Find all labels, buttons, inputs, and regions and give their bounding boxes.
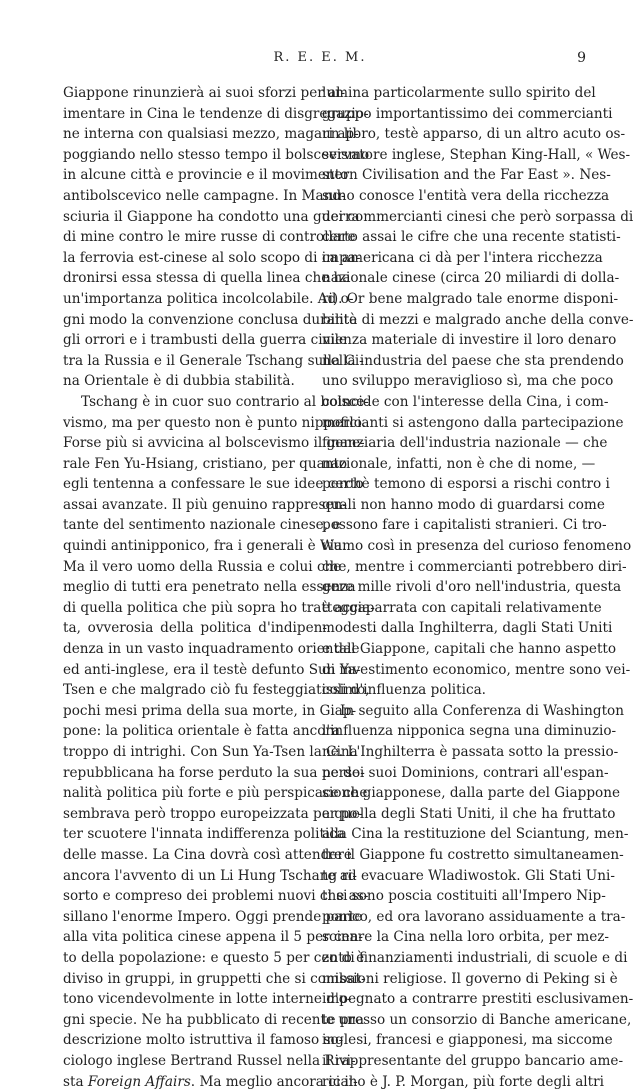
- text-line: scinare la Cina nella loro orbita, per mez-: [322, 927, 586, 948]
- text-line: dei commercianti cinesi che però sorpassa di: [322, 207, 586, 228]
- journal-title: Foreign Affairs: [88, 1074, 191, 1090]
- text-fragment: sta: [63, 1074, 88, 1090]
- text-line: te ad evacuare Wladiwostok. Gli Stati Uni-: [322, 866, 586, 887]
- text-line: uno sviluppo meraviglioso sì, ma che poco: [322, 371, 586, 392]
- text-line: l'influenza nipponica segna una diminuzio-: [322, 721, 586, 742]
- text-line: assai avanzate. Il più genuino rappresen-: [63, 495, 327, 516]
- text-line: ter scuotere l'innata indifferenza politica: [63, 824, 327, 845]
- text-line: diviso in gruppi, in gruppetti che si combat-: [63, 969, 327, 990]
- text-line: impegnato a contrarre prestiti esclusivamen-: [322, 989, 586, 1010]
- text-line: imentare in Cina le tendenze di disgregazio-: [63, 104, 327, 125]
- text-line: Ma il vero uomo della Russia e colui che: [63, 557, 327, 578]
- text-line: Forse più si avvicina al bolscevismo il gene-: [63, 433, 327, 454]
- text-line: viamo così in presenza del curioso fenomeno: [322, 536, 586, 557]
- text-line: a quella degli Stati Uniti, il che ha fruttato: [322, 804, 586, 825]
- page-header: [60, 50, 580, 70]
- text-line: e dal Giappone, capitali che hanno aspetto: [322, 639, 586, 660]
- text-line: in alcune città e provincie e il movimento: [63, 165, 327, 186]
- right-text-column: [322, 83, 586, 1092]
- text-line: gruppo importantissimo dei commercianti: [322, 104, 586, 125]
- text-line: pone: la politica orientale è fatta ancora: [63, 721, 327, 742]
- text-line: un libro, testè apparso, di un altro acuto os-: [322, 124, 586, 145]
- text-line: te presso un consorzio di Banche americane,: [322, 1010, 586, 1031]
- text-line: tante del sentimento nazionale cinese, e: [63, 515, 327, 536]
- text-line: bilità di mezzi e malgrado anche della conve-: [322, 310, 586, 331]
- text-line: na Orientale è di dubbia stabilità.: [63, 371, 327, 392]
- left-text-column: [63, 83, 327, 1092]
- text-line: ancora l'avvento di un Li Hung Tschang ri-: [63, 866, 327, 887]
- text-line: il rappresentante del gruppo bancario ame-: [322, 1051, 586, 1072]
- text-line: quindi antinipponico, fra i generali è Wu.: [63, 536, 327, 557]
- text-line: stern Civilisation and the Far East ». Nes-: [322, 165, 586, 186]
- text-line: modesti dalla Inghilterra, dagli Stati Uniti: [322, 618, 586, 639]
- text-line: descrizione molto istruttiva il famoso so-: [63, 1030, 327, 1051]
- text-line: ne dei suoi Dominions, contrari all'espan-: [322, 763, 586, 784]
- text-line: Tschang è in cuor suo contrario al bolsce-: [63, 392, 327, 413]
- text-line: ca americana ci dà per l'intera ricchezza: [322, 248, 586, 269]
- text-line: certo assai le cifre che una recente statisti-: [322, 227, 586, 248]
- text-line: nienza materiale di investire il loro denaro: [322, 330, 586, 351]
- text-line: pochi mesi prima della sua morte, in Giap-: [63, 701, 327, 722]
- text-line: possono fare i capitalisti stranieri. Ci tro-: [322, 515, 586, 536]
- text-line: ta, ovverosia della politica d'indipen-: [63, 618, 327, 639]
- text-line: zo di finanziamenti industriali, di scuole e di: [322, 948, 586, 969]
- text-line: inglesi, francesi e giapponesi, ma siccome: [322, 1030, 586, 1051]
- text-line: meglio di tutti era penetrato nella essenza: [63, 577, 327, 598]
- text-line: lumina particolarmente sullo spirito del: [322, 83, 586, 104]
- text-line: gere mille rivoli d'oro nell'industria, questa: [322, 577, 586, 598]
- text-line: la ferrovia est-cinese al solo scopo di impa-: [63, 248, 327, 269]
- text-line: Tsen e che malgrado ciò fu festeggiatissimo,: [63, 680, 327, 701]
- text-line: rale Fen Yu-Hsiang, cristiano, per quanto: [63, 454, 327, 475]
- text-line: di mine contro le mire russe di controllare: [63, 227, 327, 248]
- text-line: ponico, ed ora lavorano assiduamente a tra-: [322, 907, 586, 928]
- text-line: Giappone rinunzierà ai suoi sforzi per al-: [63, 83, 327, 104]
- text-line: nella industria del paese che sta prendendo: [322, 351, 586, 372]
- text-line: è accaparrata con capitali relativamente: [322, 598, 586, 619]
- text-line: coincide con l'interesse della Cina, i com-: [322, 392, 586, 413]
- text-line: [63, 1072, 327, 1092]
- text-line: delle masse. La Cina dovrà così attendere: [63, 845, 327, 866]
- text-line: egli tentenna a confessare le sue idee certo: [63, 474, 327, 495]
- text-line: poggiando nello stesso tempo il bolscevismo: [63, 145, 327, 166]
- text-line: ciologo inglese Bertrand Russel nella Rivi-: [63, 1051, 327, 1072]
- text-line: ed anti-inglese, era il testè defunto Sun Ya-: [63, 660, 327, 681]
- text-line: sciuria il Giappone ha condotto una guerra: [63, 207, 327, 228]
- text-line: sione giapponese, dalla parte del Giappone: [322, 783, 586, 804]
- text-line: alla vita politica cinese appena il 5 per cen-: [63, 927, 327, 948]
- text-line: nazionale, infatti, non è che di nome, —: [322, 454, 586, 475]
- text-line: coli d'influenza politica.: [322, 680, 586, 701]
- text-line: gni modo la convenzione conclusa durante: [63, 310, 327, 331]
- text-line: quali non hanno modo di guardarsi come: [322, 495, 586, 516]
- text-line: denza in un vasto inquadramento orientale: [63, 639, 327, 660]
- page-number: 9: [577, 50, 586, 66]
- text-line: sembrava però troppo europeizzata per po-: [63, 804, 327, 825]
- text-fragment: . Ma meglio ancora ci il-: [191, 1074, 358, 1090]
- text-line: dronirsi essa stessa di quella linea che ha: [63, 268, 327, 289]
- text-line: to della popolazione: e questo 5 per cento è: [63, 948, 327, 969]
- text-line: un'importanza politica incolcolabile. Ad o-: [63, 289, 327, 310]
- running-title: R. E. E. M.: [60, 50, 580, 65]
- text-line: antibolscevico nelle campagne. In Mand-: [63, 186, 327, 207]
- text-line: alla Cina la restituzione del Sciantung, men-: [322, 824, 586, 845]
- text-line: gli orrori e i trambusti della guerra civile: [63, 330, 327, 351]
- text-line: che, mentre i commercianti potrebbero diri-: [322, 557, 586, 578]
- text-line: troppo di intrighi. Con Sun Ya-Tsen la Cina: [63, 742, 327, 763]
- text-line: ri). Or bene malgrado tale enorme disponi-: [322, 289, 586, 310]
- text-line: sillano l'enorme Impero. Oggi prende parte: [63, 907, 327, 928]
- text-line: ne. L'Inghilterra è passata sotto la pressio-: [322, 742, 586, 763]
- text-line: missioni religiose. Il governo di Peking si è: [322, 969, 586, 990]
- text-line: ricano è J. P. Morgan, più forte degli altri: [322, 1072, 586, 1092]
- text-line: tre il Giappone fu costretto simultaneamen-: [322, 845, 586, 866]
- text-line: perchè temono di esporsi a rischi contro i: [322, 474, 586, 495]
- text-line: ti si sono poscia costituiti all'Impero Nip-: [322, 886, 586, 907]
- text-line: di investimento economico, mentre sono vei-: [322, 660, 586, 681]
- text-line: suno conosce l'entità vera della ricchezza: [322, 186, 586, 207]
- text-line: tra la Russia e il Generale Tschang sulla Ci-: [63, 351, 327, 372]
- text-line: di quella politica che più sopra ho tratteggia-: [63, 598, 327, 619]
- text-line: tono vicendevolmente in lotte interne d'o-: [63, 989, 327, 1010]
- text-line: nazionale cinese (circa 20 miliardi di dolla-: [322, 268, 586, 289]
- text-line: ne interna con qualsiasi mezzo, magari ap-: [63, 124, 327, 145]
- text-line: repubblicana ha forse perduto la sua perso-: [63, 763, 327, 784]
- text-line: servatore inglese, Stephan King-Hall, « Wes-: [322, 145, 586, 166]
- text-line: finanziaria dell'industria nazionale — che: [322, 433, 586, 454]
- text-line: vismo, ma per questo non è punto nippofilo.: [63, 413, 327, 434]
- text-line: nalità politica più forte e più perspicace che: [63, 783, 327, 804]
- text-line: mercianti si astengono dalla partecipazione: [322, 413, 586, 434]
- text-line: sorto e compreso dei problemi nuovi che as-: [63, 886, 327, 907]
- text-line: In seguito alla Conferenza di Washington: [322, 701, 586, 722]
- text-line: gni specie. Ne ha pubblicato di recente una: [63, 1010, 327, 1031]
